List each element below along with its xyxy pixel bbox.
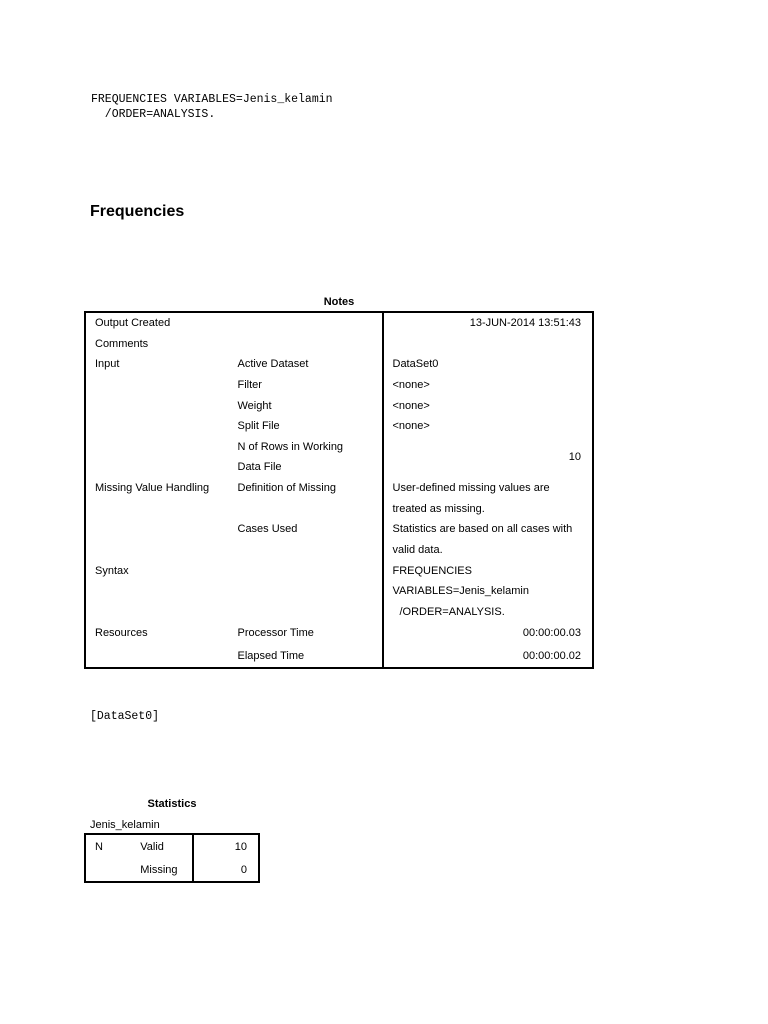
cases-used-label: Cases Used <box>237 523 298 536</box>
input-label: Input <box>95 358 120 371</box>
table-row <box>85 499 593 520</box>
table-row <box>85 540 593 561</box>
table-row <box>85 375 593 396</box>
filter-value: <none> <box>383 375 594 396</box>
statistics-caption: Statistics <box>147 798 197 810</box>
valid-value: 10 <box>193 834 259 858</box>
definition-missing-value-line-1: User-defined missing values are <box>383 478 594 499</box>
notes-caption: Notes <box>323 296 355 308</box>
filter-label: Filter <box>237 378 262 391</box>
syntax-label: Syntax <box>95 564 129 577</box>
table-row <box>85 334 593 355</box>
comments-label: Comments <box>95 337 149 350</box>
syntax-value-line-2: VARIABLES=Jenis_kelamin <box>383 581 594 602</box>
statistics-variable: Jenis_kelamin <box>90 819 160 831</box>
processor-time-label: Processor Time <box>237 626 314 639</box>
missing-label: Missing <box>140 864 178 876</box>
table-row <box>85 643 593 668</box>
syntax-value-line-1: FREQUENCIES <box>383 561 594 582</box>
table-row <box>85 561 593 582</box>
notes-table <box>84 311 594 669</box>
syntax-block <box>91 92 333 122</box>
definition-missing-label: Definition of Missing <box>237 482 336 495</box>
syntax-line-2: /ORDER=ANALYSIS. <box>91 108 216 121</box>
active-dataset-label: Active Dataset <box>237 358 309 371</box>
split-file-value: <none> <box>383 416 594 437</box>
comments-value <box>383 334 594 355</box>
weight-label: Weight <box>237 399 272 412</box>
valid-label: Valid <box>140 841 164 853</box>
table-row <box>85 623 593 644</box>
syntax-value-line-3: /ORDER=ANALYSIS. <box>383 602 594 623</box>
output-created-value: 13-JUN-2014 13:51:43 <box>383 312 594 334</box>
resources-label: Resources <box>95 626 148 639</box>
weight-value: <none> <box>383 396 594 417</box>
processor-time-value: 00:00:00.03 <box>383 623 594 644</box>
dataset-tag: [DataSet0] <box>90 710 160 723</box>
table-row <box>85 519 593 540</box>
table-row <box>85 581 593 602</box>
cases-used-value-line-2: valid data. <box>383 540 594 561</box>
table-row <box>85 396 593 417</box>
output-created-label: Output Created <box>95 317 171 329</box>
syntax-line-1: FREQUENCIES VARIABLES=Jenis_kelamin <box>91 93 333 106</box>
statistics-table <box>84 833 260 883</box>
frequencies-heading: Frequencies <box>90 203 185 220</box>
table-row <box>85 858 259 882</box>
n-rows-value: 10 <box>383 437 594 478</box>
missing-handling-label: Missing Value Handling <box>95 482 210 495</box>
elapsed-time-value: 00:00:00.02 <box>383 643 594 668</box>
cases-used-value-line-1: Statistics are based on all cases with <box>383 519 594 540</box>
missing-value: 0 <box>193 858 259 882</box>
definition-missing-value-line-2: treated as missing. <box>383 499 594 520</box>
table-row <box>85 602 593 623</box>
table-row <box>85 312 593 334</box>
table-row <box>85 478 593 499</box>
elapsed-time-label: Elapsed Time <box>237 650 305 663</box>
table-row <box>85 416 593 437</box>
active-dataset-value: DataSet0 <box>383 354 594 375</box>
table-row <box>85 834 259 858</box>
table-row <box>85 437 593 458</box>
n-rows-label-line-1: N of Rows in Working <box>237 440 344 453</box>
n-rows-label-line-2: Data File <box>237 461 282 474</box>
split-file-label: Split File <box>237 420 280 433</box>
n-label: N <box>95 841 103 853</box>
table-row <box>85 354 593 375</box>
